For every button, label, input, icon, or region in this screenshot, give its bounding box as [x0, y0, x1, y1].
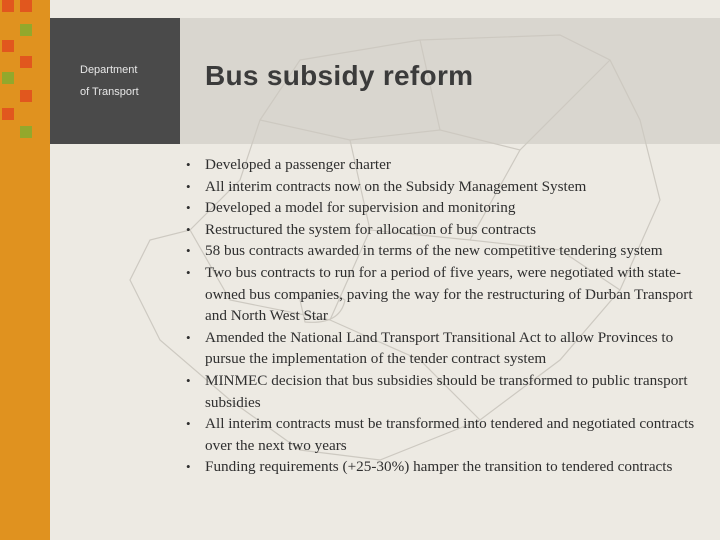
bullet-item: [186, 413, 714, 456]
slide-title: Bus subsidy reform: [205, 60, 474, 91]
bullet-text: Funding requirements (+25-30%) hamper the transition to tendered contracts: [205, 458, 673, 476]
bullet-icon: •: [186, 329, 191, 345]
bullet-icon: •: [186, 416, 191, 432]
department-name-line1: Department: [80, 64, 138, 76]
bullet-text: MINMEC decision that bus subsidies should be transformed to public transport subsidies: [205, 371, 688, 411]
bullet-text: All interim contracts must be transformed into tendered and negotiated contracts over the next two years: [205, 415, 695, 454]
bullet-text: Two bus contracts to run for a period of five years, were negotiated with state-owned bus companies, paving the way for the restructuring of Durban Transport and North West Star: [205, 263, 693, 325]
bullet-item: [186, 219, 714, 241]
bullet-icon: •: [186, 243, 191, 259]
bullet-item: [186, 176, 714, 198]
bullet-list: [186, 154, 714, 478]
bullet-text: Amended the National Land Transport Transitional Act to allow Provinces to pursue the implementation of the tender contract system: [205, 328, 674, 368]
bullet-icon: •: [186, 372, 191, 388]
bullet-item: [186, 370, 714, 413]
bullet-item: [186, 327, 714, 370]
bullet-icon: •: [186, 264, 191, 280]
bullet-text: All interim contracts now on the Subsidy Management System: [205, 177, 587, 195]
bullet-text: Developed a model for supervision and monitoring: [205, 199, 516, 217]
bullet-icon: •: [186, 221, 191, 237]
bullet-item: [186, 197, 714, 219]
bullet-item: [186, 240, 714, 262]
bullet-text: 58 bus contracts awarded in terms of the new competitive tendering system: [205, 242, 663, 260]
bullet-item: [186, 262, 714, 327]
bullet-item: [186, 154, 714, 176]
department-name-line2: of Transport: [80, 86, 139, 98]
bullet-text: Developed a passenger charter: [205, 156, 391, 173]
bullet-item: [186, 456, 714, 478]
bullet-icon: •: [186, 200, 191, 216]
bullet-icon: •: [186, 157, 191, 172]
bullet-text: Restructured the system for allocation of bus contracts: [205, 220, 537, 238]
bullet-icon: •: [186, 459, 191, 475]
bullet-icon: •: [186, 178, 191, 194]
